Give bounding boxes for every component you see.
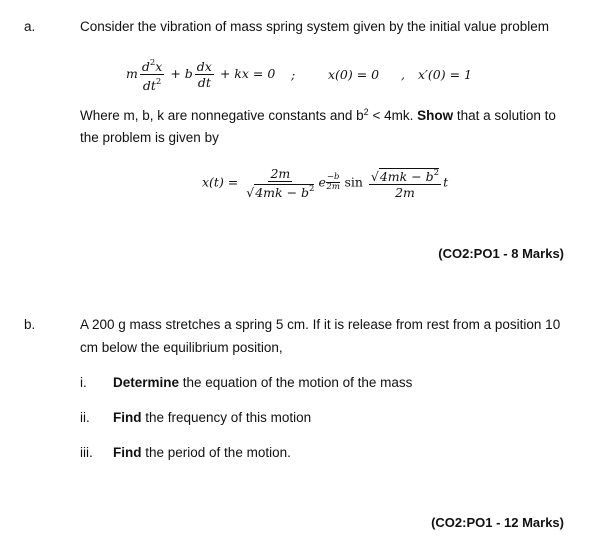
ivp-dx: dx [196, 59, 212, 74]
ivp-semicolon: ; [291, 67, 296, 82]
part-b-marks: (CO2:PO1 - 12 Marks) [431, 515, 564, 530]
ivp-dt: dt [142, 78, 156, 93]
den-root: 4mk − b [255, 185, 310, 200]
ivp-kx: + kx = 0 [219, 66, 276, 81]
first-derivative-fraction [195, 59, 214, 90]
show-keyword: Show [417, 108, 454, 123]
sub-item-num: i. [80, 375, 87, 390]
ivp-m: m [126, 66, 138, 81]
initial-condition-2: x′(0) = 1 [418, 67, 472, 82]
amplitude-fraction [244, 166, 316, 200]
solution-lhs: x(t) = [202, 174, 239, 190]
where-statement [80, 107, 556, 123]
where-line-2: the problem is given by [80, 130, 219, 145]
ivp-x: x [155, 59, 163, 74]
exp-sign: − [326, 171, 334, 182]
where-mid: < 4mk. [368, 108, 418, 123]
ivp-plus-b: + b [170, 66, 193, 81]
sub-item-rest: the frequency of this motion [141, 410, 312, 425]
sub-item-keyword: Find [113, 410, 142, 425]
sub-item-rest: the period of the motion. [141, 445, 291, 460]
part-a-label: a. [24, 19, 36, 34]
sub-item-rest: the equation of the motion of the mass [179, 375, 413, 390]
solution-t: t [443, 174, 449, 190]
frequency-fraction [369, 166, 441, 200]
ivp-equation [126, 56, 275, 93]
exp-den: 2m [326, 181, 340, 192]
initial-condition-1: x(0) = 0 [328, 67, 380, 82]
exp-num: b [334, 171, 340, 182]
frequency-denominator: 2m [395, 185, 415, 200]
solution-equation [202, 166, 448, 200]
exponent [326, 173, 341, 192]
ivp-d: d [141, 59, 150, 74]
num-sup: 2 [433, 168, 440, 178]
part-a-marks: (CO2:PO1 - 8 Marks) [438, 246, 564, 261]
sub-item-text [113, 410, 311, 425]
second-derivative-fraction [140, 56, 165, 93]
sub-item-keyword: Find [113, 445, 142, 460]
where-start: Where m, b, k are nonnegative constants and b [80, 108, 364, 123]
part-a-intro: Consider the vibration of mass spring system given by the initial value problem [80, 19, 549, 34]
sub-item-num: ii. [80, 410, 90, 425]
part-b-line-2: cm below the equilibrium position, [80, 340, 283, 355]
ivp-sq1: 2 [149, 58, 156, 68]
ivp-sq2: 2 [155, 77, 162, 87]
frequency-numerator: $√4mk - b^2$ [370, 168, 440, 184]
sub-item-text [113, 375, 412, 390]
sub-item-keyword: Determine [113, 375, 180, 390]
den-sup: 2 [309, 184, 315, 194]
amplitude-numerator: 2m [270, 166, 291, 181]
sub-item-text [113, 445, 291, 460]
amplitude-denominator: $√4mk - b^2$ [246, 184, 315, 200]
sin-function: sin [344, 174, 363, 190]
part-b-label: b. [24, 317, 36, 332]
ivp-dt1: dt [197, 75, 211, 90]
where-end: that a solution to [453, 108, 556, 123]
exp-e: e [318, 174, 326, 190]
ivp-comma: , [401, 67, 405, 82]
part-b-line-1: A 200 g mass stretches a spring 5 cm. If it is release from rest from a position 10 [80, 317, 561, 332]
num-root: 4mk − b [379, 169, 434, 184]
where-sup: 2 [363, 107, 369, 117]
sub-item-num: iii. [80, 445, 93, 460]
